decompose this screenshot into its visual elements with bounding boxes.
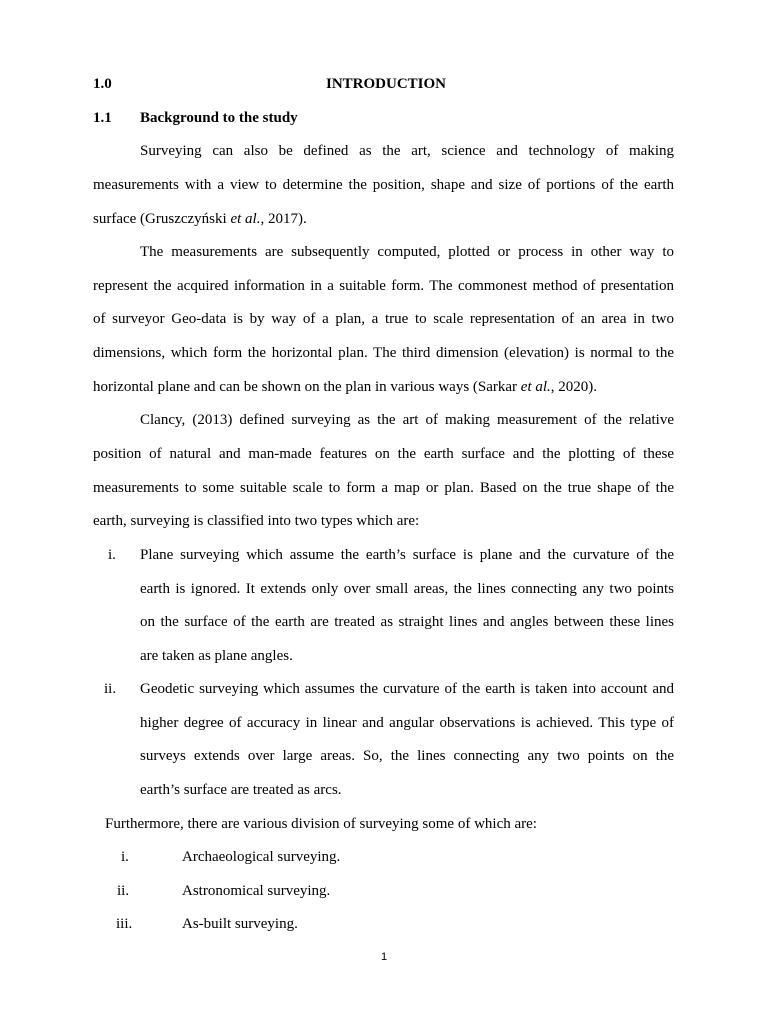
paragraph-2-line-4: dimensions, which form the horizontal plan. The third dimension (elevation) is normal to the [93,345,674,361]
list-item-line: are taken as plane angles. [140,648,293,664]
paragraph-2-line-5 [93,378,597,396]
citation-et-al: et al. [230,211,261,227]
paragraph-3-line-2: position of natural and man-made features on the earth surface and the plotting of these [93,446,674,462]
paragraph-3-line-3: measurements to some suitable scale to form a map or plan. Based on the true shape of the [93,480,674,496]
list-item-line: earth’s surface are treated as arcs. [140,782,342,798]
paragraph-1-line-1: Surveying can also be defined as the art, science and technology of making [140,143,674,159]
division-marker: iii. [116,916,133,932]
list-marker: i. [108,547,116,563]
list-item-line: on the surface of the earth are treated as straight lines and angles between these lines [140,614,674,630]
list-item-line: earth is ignored. It extends only over small areas, the lines connecting any two points [140,581,674,597]
paragraph-1-line-3-text: surface (Gruszczyński [93,211,231,227]
paragraph-1-line-2: measurements with a view to determine the position, shape and size of portions of the earth [93,177,674,193]
paragraph-1-line-3 [93,210,307,228]
subsection-title: Background to the study [140,110,298,126]
page-number: 1 [380,951,388,963]
paragraph-2-line-1: The measurements are subsequently computed, plotted or process in other way to [140,244,674,260]
list-item-line: surveys extends over large areas. So, the lines connecting any two points on the [140,748,674,764]
division-item: As-built surveying. [182,916,298,932]
divisions-intro: Furthermore, there are various division of surveying some of which are: [105,816,537,832]
paragraph-2-line-2: represent the acquired information in a suitable form. The commonest method of presentation [93,278,674,294]
paragraph-2-line-5-end: , 2020). [550,379,598,395]
list-item-line: higher degree of accuracy in linear and angular observations is achieved. This type of [140,715,674,731]
section-title: INTRODUCTION [326,76,447,92]
paragraph-3-line-4: earth, surveying is classified into two types which are: [93,513,420,529]
section-number: 1.0 [93,76,112,92]
division-item: Astronomical surveying. [182,883,331,899]
paragraph-2-line-5-text: horizontal plane and can be shown on the plan in various ways (Sarkar [93,379,521,395]
list-item-line: Plane surveying which assume the earth’s surface is plane and the curvature of the [140,547,674,563]
list-item-line: Geodetic surveying which assumes the curvature of the earth is taken into account and [140,681,674,697]
division-marker: ii. [117,883,130,899]
list-marker: ii. [104,681,117,697]
citation-et-al: et al. [520,379,551,395]
paragraph-3-line-1: Clancy, (2013) defined surveying as the art of making measurement of the relative [140,412,674,428]
division-item: Archaeological surveying. [182,849,341,865]
subsection-number: 1.1 [93,110,112,126]
paragraph-2-line-3: of surveyor Geo-data is by way of a plan, a true to scale representation of an area in two [93,311,674,327]
paragraph-1-line-3-end: , 2017). [260,211,307,227]
division-marker: i. [121,849,129,865]
